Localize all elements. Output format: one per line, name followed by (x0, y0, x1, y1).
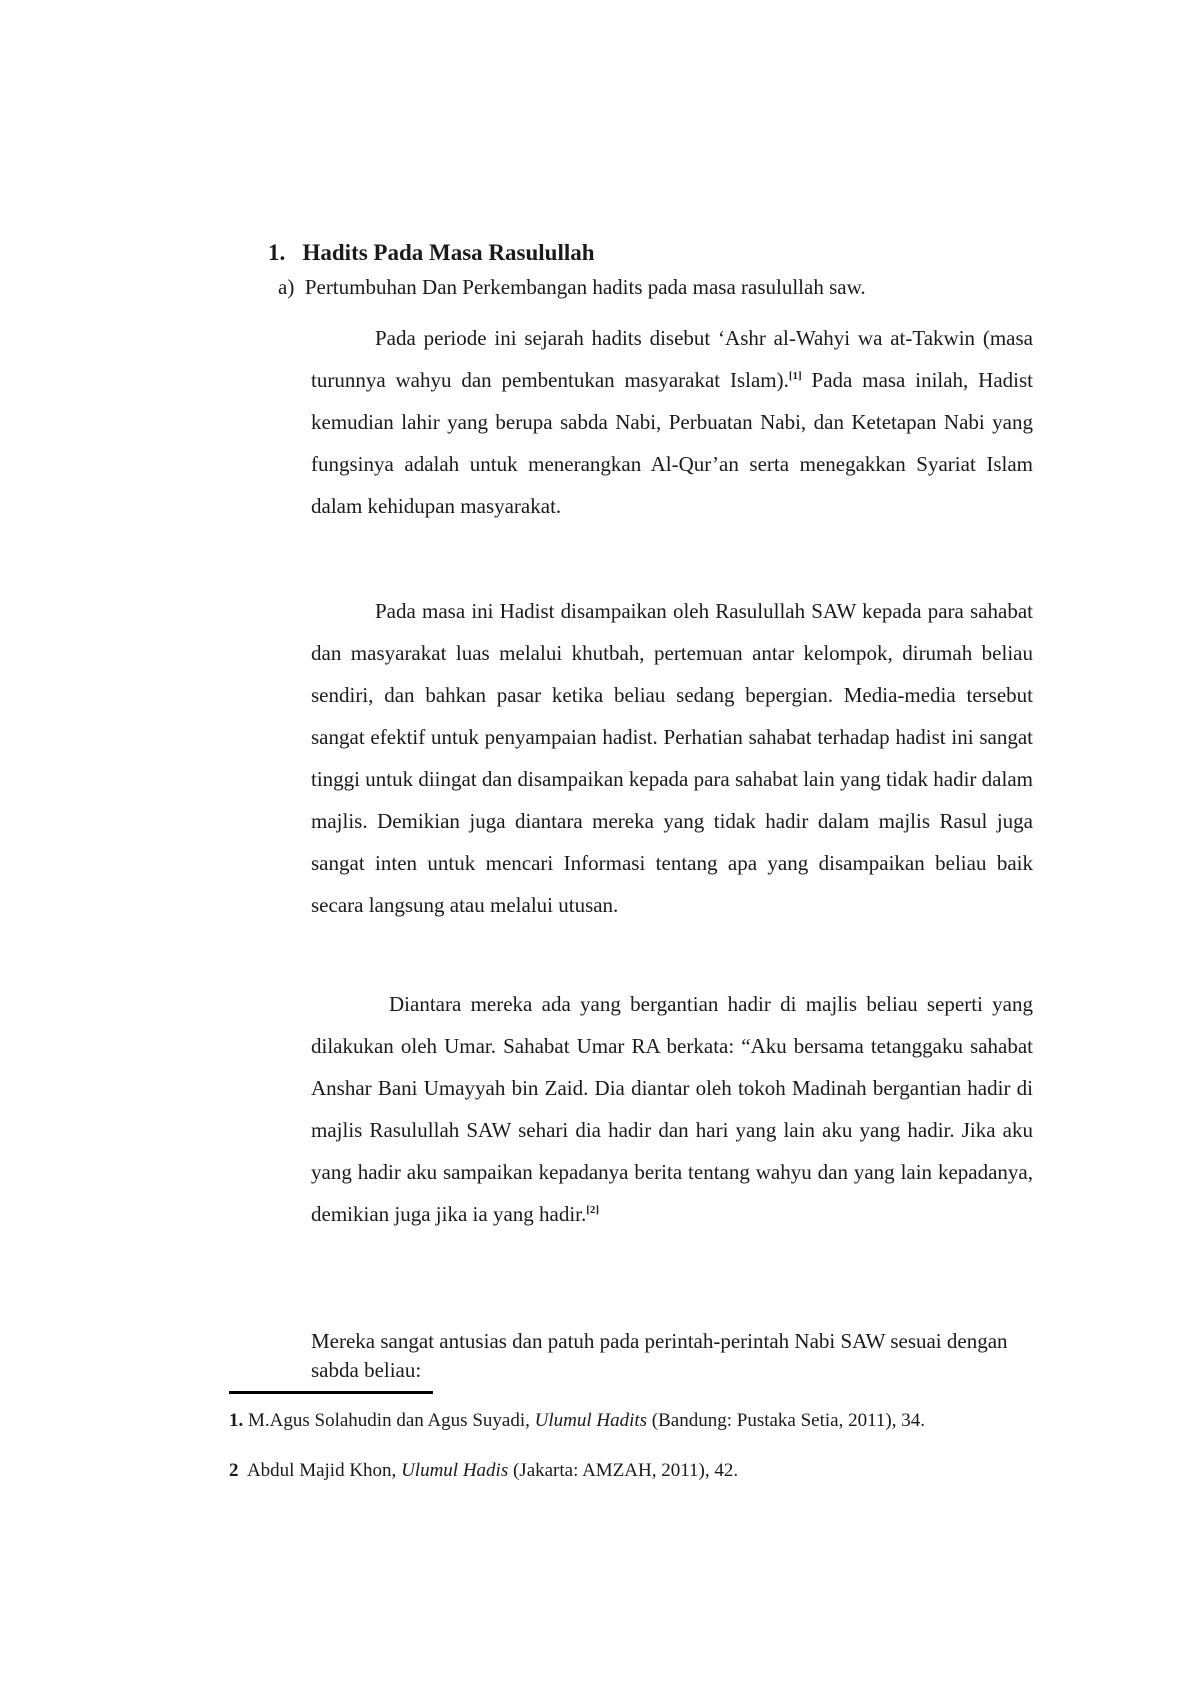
footnote-1-title: Ulumul Hadits (534, 1410, 648, 1431)
footnote-1-post: (Bandung: Pustaka Setia, 2011), 34. (647, 1410, 925, 1431)
paragraph-1 (311, 317, 1033, 527)
paragraph-2 (311, 590, 1033, 926)
subsection-heading: a) Pertumbuhan Dan Perkembangan hadits pada masa rasulullah saw. (278, 275, 866, 299)
footnote-2-number: 2 (229, 1460, 239, 1481)
closing-paragraph: Mereka sangat antusias dan patuh pada perintah-perintah Nabi SAW sesuai dengan sabda beliau: (311, 1329, 1008, 1382)
footnote-separator (229, 1391, 433, 1394)
paragraph-2-text: Pada masa ini Hadist disampaikan oleh Rasulullah SAW kepada para sahabat dan masyarakat luas melalui khutbah, pertemuan antar kelompok, dirumah beliau sendiri, dan bahkan pasar ketika beliau sedang bepergian. Media-media tersebut sangat efektif untuk penyampaian hadist. Perhatian sahabat terhadap hadist ini sangat tinggi untuk diingat dan disampaikan kepada para sahabat lain yang tidak hadir dalam majlis. Demikian juga diantara mereka yang tidak hadir dalam majlis Rasul juga sangat inten untuk mencari Informasi tentang apa yang disampaikan beliau baik secara langsung atau melalui utusan. (311, 599, 1033, 917)
footnote-ref-1[interactable]: [1] (788, 370, 802, 382)
footnote-1-number: 1. (229, 1410, 244, 1431)
section-heading: 1. Hadits Pada Masa Rasulullah (268, 240, 595, 265)
paragraph-1-tail: Pada masa inilah, Hadist kemudian lahir yang berupa sabda Nabi, Perbuatan Nabi, dan Ketetapan Nabi yang fungsinya adalah untuk menerangkan Al-Qur’an serta menegakkan Syariat Islam dalam kehidupan masyarakat. (311, 368, 1033, 518)
footnote-2-title: Ulumul Hadis (401, 1460, 509, 1481)
paragraph-3 (311, 983, 1033, 1235)
footnote-1 (229, 1410, 925, 1432)
footnote-2-post: (Jakarta: AMZAH, 2011), 42. (508, 1460, 739, 1481)
paragraph-3-text: Diantara mereka ada yang bergantian hadir di majlis beliau seperti yang dilakukan oleh Umar. Sahabat Umar RA berkata: “Aku bersama tetanggaku sahabat Anshar Bani Umayyah bin Zaid. Dia diantar oleh tokoh Madinah bergantian hadir di majlis Rasulullah SAW sehari dia hadir dan hari yang lain aku yang hadir. Jika aku yang hadir aku sampaikan kepadanya berita tentang wahyu dan yang lain kepadanya, demikian juga jika ia yang hadir. (311, 992, 1033, 1226)
paragraph-1-text: Pada periode ini sejarah hadits disebut ‘Ashr al-Wahyi wa at-Takwin (masa turunnya wahyu dan pembentukan masyarakat Islam). (311, 326, 1033, 392)
footnote-2-pre: Abdul Majid Khon, (238, 1460, 402, 1481)
footnote-1-pre: M.Agus Solahudin dan Agus Suyadi, (243, 1410, 535, 1431)
footnote-ref-2[interactable]: [2] (586, 1204, 600, 1216)
footnote-2 (229, 1460, 738, 1482)
